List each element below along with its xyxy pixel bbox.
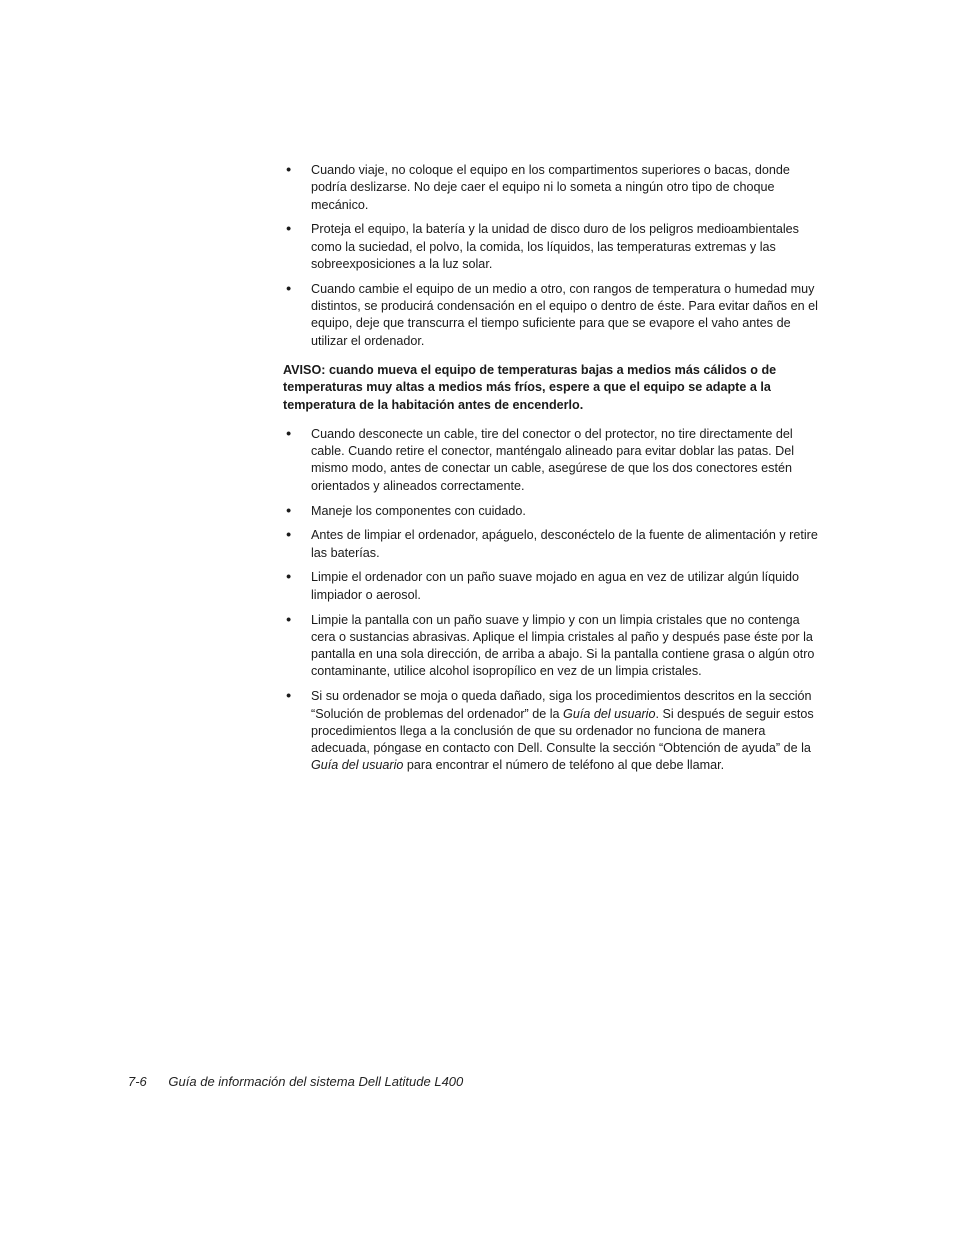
- bullet-icon: •: [286, 501, 291, 518]
- guide-reference-italic: Guía del usuario: [563, 706, 656, 721]
- page-content: [283, 162, 823, 782]
- list-item-text: [311, 689, 814, 772]
- list-item-text: Cuando viaje, no coloque el equipo en los compartimentos superiores o bacas, donde podría deslizarse. No deje caer el equipo ni lo someta a ningún otro tipo de choque mecánico.: [311, 163, 790, 212]
- list-item-text: Antes de limpiar el ordenador, apáguelo, desconéctelo de la fuente de alimentación y retire las baterías.: [311, 528, 818, 560]
- list-item-text: Maneje los componentes con cuidado.: [311, 503, 526, 518]
- list-item-text: Cuando cambie el equipo de un medio a otro, con rangos de temperatura o humedad muy distintos, se producirá condensación en el equipo o dentro de éste. Para evitar daños en el equipo, deje que transcurra el tiempo suficiente para que se evapore el vaho antes de utilizar el ordenador.: [311, 281, 818, 348]
- bullet-list-top: [283, 162, 823, 350]
- text-segment: para encontrar el número de teléfono al que debe llamar.: [403, 758, 725, 773]
- bullet-icon: •: [286, 687, 291, 704]
- page-footer: [128, 1074, 463, 1089]
- text-segment: . Si después de seguir estos procedimientos llega a la conclusión de que su ordenador no funciona de manera adecuada, póngase en contacto con Dell. Consulte la sección “Obtención de ayuda” de la: [311, 706, 814, 756]
- bullet-icon: •: [286, 610, 291, 627]
- list-item: [283, 527, 823, 562]
- guide-reference-italic: Guía del usuario: [311, 758, 404, 773]
- list-item: [283, 688, 823, 774]
- text-segment: Si su ordenador se moja o queda dañado, siga los procedimientos descritos en la sección “Solución de problemas del ordenador” de la: [311, 689, 812, 721]
- bullet-icon: •: [286, 526, 291, 543]
- list-item-text: Limpie la pantalla con un paño suave y limpio y con un limpia cristales que no contenga cera o sustancias abrasivas. Aplique el limpia cristales al paño y después pase éste por la pantalla en una sola dirección, de arriba a abajo. Si la pantalla contiene grasa o algún otro contaminante, utilice alcohol isopropílico en vez de un limpia cristales.: [311, 612, 815, 679]
- bullet-icon: •: [286, 568, 291, 585]
- list-item-text: Proteja el equipo, la batería y la unidad de disco duro de los peligros medioambientales como la suciedad, el polvo, la comida, los líquidos, las temperaturas extremas y las sobreexposiciones a la luz solar.: [311, 222, 799, 271]
- footer-title: Guía de información del sistema Dell Latitude L400: [168, 1074, 464, 1089]
- list-item: [283, 281, 823, 350]
- bullet-icon: •: [286, 161, 291, 177]
- list-item-text: Cuando desconecte un cable, tire del conector o del protector, no tire directamente del cable. Cuando retire el conector, manténgalo alineado para evitar doblar las patas. Del mismo modo, antes de conectar un cable, asegúrese de que los dos conectores estén orientados y alineados correctamente.: [311, 426, 795, 493]
- page-number: 7-6: [128, 1074, 147, 1089]
- bullet-icon: •: [286, 220, 291, 237]
- bullet-icon: •: [286, 424, 291, 441]
- notice-warning: AVISO: cuando mueva el equipo de temperaturas bajas a medios más cálidos o de temperaturas muy altas a medios más fríos, espere a que el equipo se adapte a la temperatura de la habitación antes de encenderlo.: [283, 362, 777, 412]
- bullet-list-bottom: [283, 426, 823, 775]
- list-item: [283, 162, 823, 214]
- list-item: [283, 569, 823, 604]
- list-item: [283, 426, 823, 495]
- bullet-icon: •: [286, 279, 291, 296]
- list-item: [283, 503, 823, 520]
- list-item: [283, 221, 823, 273]
- list-item-text: Limpie el ordenador con un paño suave mojado en agua en vez de utilizar algún líquido limpiador o aerosol.: [311, 570, 799, 602]
- list-item: [283, 612, 823, 681]
